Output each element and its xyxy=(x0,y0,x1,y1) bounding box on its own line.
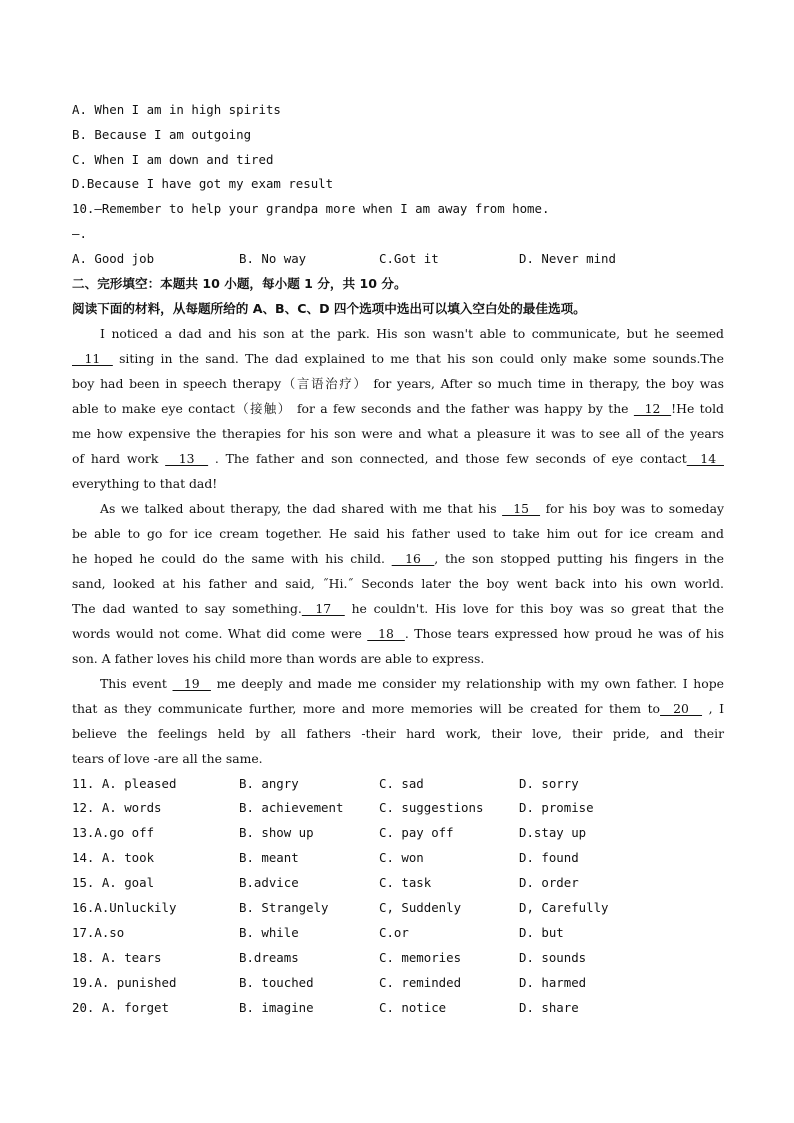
choice-13-option-d: D.stay up xyxy=(519,825,587,840)
blank-14: 14 xyxy=(686,451,724,466)
choice-11-option-b: B. angry xyxy=(239,776,299,791)
blank-17: 17 xyxy=(301,601,345,616)
passage-line: he hoped he could do the same with his child. 16 , the son stopped putting his fingers in the xyxy=(72,551,724,566)
passage-line: As we talked about therapy, the dad shared with me that his 15 for his boy was to someday xyxy=(100,501,724,516)
choice-11-option-c: C. sad xyxy=(379,776,424,791)
choice-18-option-a: 18. A. tears xyxy=(72,950,162,965)
choice-18-option-d: D. sounds xyxy=(519,950,587,965)
q9-option-b: B. Because I am outgoing xyxy=(72,127,252,142)
blank-12: 12 xyxy=(633,401,672,416)
choice-15-option-c: C. task xyxy=(379,875,432,890)
choice-14-option-d: D. found xyxy=(519,850,579,865)
choice-13-option-a: 13.A.go off xyxy=(72,825,155,840)
choice-19-option-d: D. harmed xyxy=(519,975,587,990)
choice-12-option-d: D. promise xyxy=(519,800,594,815)
passage-line: son. A father loves his child more than words are able to express. xyxy=(72,651,485,666)
passage-line: 11 siting in the sand. The dad explained to me that his son could only make some sounds.The xyxy=(72,351,724,366)
choice-14-option-c: C. won xyxy=(379,850,424,865)
choice-20-option-d: D. share xyxy=(519,1000,579,1015)
passage-line: I noticed a dad and his son at the park. His son wasn't able to communicate, but he seemed xyxy=(100,326,724,341)
choice-18-option-b: B.dreams xyxy=(239,950,299,965)
passage-line: tears of love -are all the same. xyxy=(72,751,263,766)
q10-option-a: A. Good job xyxy=(72,251,155,266)
choice-15-option-a: 15. A. goal xyxy=(72,875,155,890)
choice-13-option-b: B. show up xyxy=(239,825,314,840)
blank-11: 11 xyxy=(72,351,113,366)
choice-12-option-c: C. suggestions xyxy=(379,800,484,815)
q10-option-b: B. No way xyxy=(239,251,307,266)
passage-line: able to make eye contact（接触） for a few seconds and the father was happy by the 12 !He told xyxy=(72,401,724,416)
choice-20-option-a: 20. A. forget xyxy=(72,1000,169,1015)
choice-11-option-d: D. sorry xyxy=(519,776,579,791)
section-heading: 二、完形填空：本题共 10 小题，每小题 1 分，共 10 分。 xyxy=(72,276,407,291)
choice-15-option-b: B.advice xyxy=(239,875,299,890)
choice-16-option-d: D, Carefully xyxy=(519,900,609,915)
q9-option-d: D.Because I have got my exam result xyxy=(72,176,334,191)
choice-17-option-d: D. but xyxy=(519,925,564,940)
q9-option-c: C. When I am down and tired xyxy=(72,152,274,167)
choice-19-option-a: 19.A. punished xyxy=(72,975,177,990)
choice-17-option-b: B. while xyxy=(239,925,299,940)
blank-16: 16 xyxy=(391,551,435,566)
choice-16-option-c: C, Suddenly xyxy=(379,900,462,915)
choice-19-option-b: B. touched xyxy=(239,975,314,990)
q10-option-c: C.Got it xyxy=(379,251,439,266)
blank-19: 19 xyxy=(172,676,211,691)
passage-line: words would not come. What did come were 18 . Those tears expressed how proud he was of his xyxy=(72,626,724,641)
choice-20-option-b: B. imagine xyxy=(239,1000,314,1015)
q10-option-d: D. Never mind xyxy=(519,251,616,266)
blank-20: 20 xyxy=(660,701,703,716)
choice-14-option-a: 14. A. took xyxy=(72,850,155,865)
choice-15-option-d: D. order xyxy=(519,875,579,890)
choice-14-option-b: B. meant xyxy=(239,850,299,865)
choice-12-option-b: B. achievement xyxy=(239,800,344,815)
q10-reply: —. xyxy=(72,226,87,241)
passage-line: everything to that dad! xyxy=(72,476,218,491)
q9-option-a: A. When I am in high spirits xyxy=(72,102,281,117)
blank-18: 18 xyxy=(367,626,405,641)
passage-line: boy had been in speech therapy（言语治疗） for years, After so much time in therapy, the boy was xyxy=(72,376,724,391)
choice-16-option-b: B. Strangely xyxy=(239,900,329,915)
blank-13: 13 xyxy=(165,451,209,466)
q10-question: 10.—Remember to help your grandpa more when I am away from home. xyxy=(72,201,550,216)
choice-18-option-c: C. memories xyxy=(379,950,462,965)
choice-11-option-a: 11. A. pleased xyxy=(72,776,177,791)
choice-16-option-a: 16.A.Unluckily xyxy=(72,900,177,915)
choice-17-option-a: 17.A.so xyxy=(72,925,125,940)
passage-line: me how expensive the therapies for his son were and what a pleasure it was to see all of the years xyxy=(72,426,724,441)
section-instruction: 阅读下面的材料，从每题所给的 A、B、C、D 四个选项中选出可以填入空白处的最佳选项。 xyxy=(72,301,586,316)
passage-line: The dad wanted to say something. 17 he couldn't. His love for this boy was so great that the xyxy=(72,601,724,616)
passage-line: be able to go for ice cream together. He said his father used to take him out for ice cream and xyxy=(72,526,724,541)
passage-line: that as they communicate further, more and more memories will be created for them to 20 , I xyxy=(72,701,724,716)
choice-19-option-c: C. reminded xyxy=(379,975,462,990)
passage-line: believe the feelings held by all fathers -their hard work, their love, their pride, and their xyxy=(72,726,724,741)
choice-20-option-c: C. notice xyxy=(379,1000,447,1015)
passage-line: This event 19 me deeply and made me consider my relationship with my own father. I hope xyxy=(100,676,724,691)
blank-15: 15 xyxy=(502,501,541,516)
choice-17-option-c: C.or xyxy=(379,925,409,940)
choice-12-option-a: 12. A. words xyxy=(72,800,162,815)
passage-line: of hard work 13 . The father and son connected, and those few seconds of eye contact 14 xyxy=(72,451,724,466)
choice-13-option-c: C. pay off xyxy=(379,825,454,840)
passage-line: sand, looked at his father and said, ˝Hi.˝ Seconds later the boy went back into his own world. xyxy=(72,576,724,591)
